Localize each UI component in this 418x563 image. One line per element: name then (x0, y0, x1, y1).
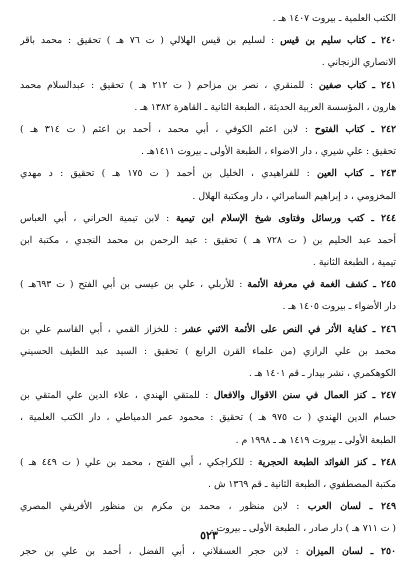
entry-text: حسام الدين الهندي ( ت ٩٧٥ هـ ) تحقيق : محمود عمر الدمياطي ، دار الكتب العلمية ، (20, 412, 396, 424)
text-line (20, 141, 396, 163)
entry-text: : لابن منظور ، محمد بن مكرم بن منظور الأفريقي المصري (20, 501, 308, 513)
entry-title: ٢٤٩ ـ لسان العرب (307, 501, 396, 513)
text-line (20, 252, 396, 274)
entry-text: مكتبة المصطفوي ، الطبعة الثانية ـ قم ١٣٦٩ ش . (208, 478, 396, 490)
entry-text: : للمنقري ، نصر بن مزاحم ( ت ٢١٢ هـ ) تحقيق : عبدالسلام محمد (20, 79, 319, 91)
entry-title: ٢٤٦ ـ كفاية الأثر في النص على الأئمة الاثني عشر (182, 323, 396, 335)
text-line (20, 296, 396, 318)
entry-title: ٢٤٢ ـ كتاب الفتوح (314, 123, 396, 135)
text-line (20, 75, 396, 97)
entry-title: ٢٤٧ ـ كنز العمال في سنن الاقوال والافعال (213, 390, 396, 402)
entry-text: ( ت ٧١١ هـ ) دار صادر ، الطبعة الأولى ـ بيروت . (210, 523, 396, 535)
entry-text: : للفراهيدي ، الخليل بن أحمد ( ت ١٧٥ هـ ) تحقيق : د مهدي (20, 168, 318, 180)
entry-text: الطبعة الأولى ـ بيروت ١٤١٩ هـ ـ ١٩٩٨ م . (235, 434, 396, 446)
text-line (20, 496, 396, 518)
text-line (20, 385, 396, 407)
entry-text: : للمتقي الهندي ، علاء الدين علي المتقي بن (20, 390, 214, 402)
entry-text: : للكراجكي ، أبي الفتح ، محمد بن علي ( ت ٤٤٩ هـ ) (20, 456, 258, 468)
text-line (20, 186, 396, 208)
text-line (20, 341, 396, 363)
entry-title: ٢٤٥ ـ كشف الغمة في معرفة الأئمة (247, 279, 396, 291)
entry-title: ٢٤١ ـ كتاب صفين (318, 79, 396, 91)
text-line (20, 8, 396, 30)
entry-text: : لابن اعثم الكوفي ، أبي محمد ، أحمد بن اعثم ( ت ٣١٤ هـ ) (20, 123, 315, 135)
entry-text: المخزومي ، د إبراهيم السامرائي ، دار ومكتبة الهلال . (192, 190, 396, 202)
entry-title: ٢٤٠ ـ كتاب سليم بن قيس (280, 35, 396, 47)
entry-text: تحقيق : علي شيري ، دار الاضواء ، الطبعة الأولى ـ بيروت ١٤١١هـ . (141, 146, 396, 158)
entry-text: الكوهكمري ، نشر بيدار ـ قم ١٤٠١ هـ . (248, 368, 396, 379)
text-line (20, 407, 396, 429)
page-number: ٥٢٣ (200, 529, 218, 542)
entry-text: : لابن حجر العسقلاني ، أبي الفضل ، أحمد بن علي بن حجر (20, 545, 307, 557)
text-line (20, 363, 396, 385)
text-line (20, 163, 396, 185)
text-line (20, 97, 396, 119)
entry-text: الكتب العلمية ـ بيروت ١٤٠٧ هـ . (272, 13, 396, 24)
text-line (20, 30, 396, 52)
text-line (20, 319, 396, 341)
entry-text: : للخزاز القمي ، أبي القاسم علي بن (20, 323, 183, 335)
entry-title: ٢٤٤ ـ كتب ورسائل وفتاوى شيخ الإسلام ابن تيمية (175, 212, 396, 224)
entry-title: ٢٥٠ ـ لسان الميزان (306, 545, 396, 557)
entry-text: : لسليم بن قيس الهلالي ( ت ٧٦ هـ ) تحقيق : محمد باقر (20, 35, 281, 47)
text-line (20, 52, 396, 74)
entry-title: ٢٤٣ ـ كتاب العين (317, 168, 396, 180)
text-line (20, 474, 396, 496)
text-line (20, 119, 396, 141)
entry-text: الانصاري الزنجاني . (321, 57, 396, 69)
text-line (20, 208, 396, 230)
entry-text: محمد بن علي الرازي (من علماء القرن الرابع ) تحقيق : السيد عبد اللطيف الحسيني (20, 345, 396, 357)
text-line (20, 541, 396, 563)
text-line (20, 274, 396, 296)
entry-text: : للأربلي ، علي بن عيسى بن أبي الفتح ( ت ٦٩٣هـ ) (20, 279, 248, 291)
entry-text: تيمية ، الطبعة الثانية . (312, 257, 396, 269)
text-line (20, 430, 396, 452)
bibliography-text (20, 8, 396, 563)
entry-text: أحمد عبد الحليم بن ( ت ٧٢٨ هـ ) تحقيق : عبد الرحمن بن محمد النجدي ، مكتبة ابن (20, 234, 396, 246)
text-line (20, 230, 396, 252)
text-line (20, 452, 396, 474)
entry-text: دار الأضواء ـ بيروت ١٤٠٥ هـ . (282, 301, 396, 313)
entry-text: هارون ، المؤسسة العربية الحديثة ، الطبعة الثانية ـ القاهرة ١٣٨٢ هـ . (134, 101, 396, 113)
entry-text: : لابن تيمية الحراني ، أبي العباس (20, 212, 176, 224)
entry-title: ٢٤٨ ـ كنز الفوائد الطبعة الحجرية (257, 456, 396, 468)
